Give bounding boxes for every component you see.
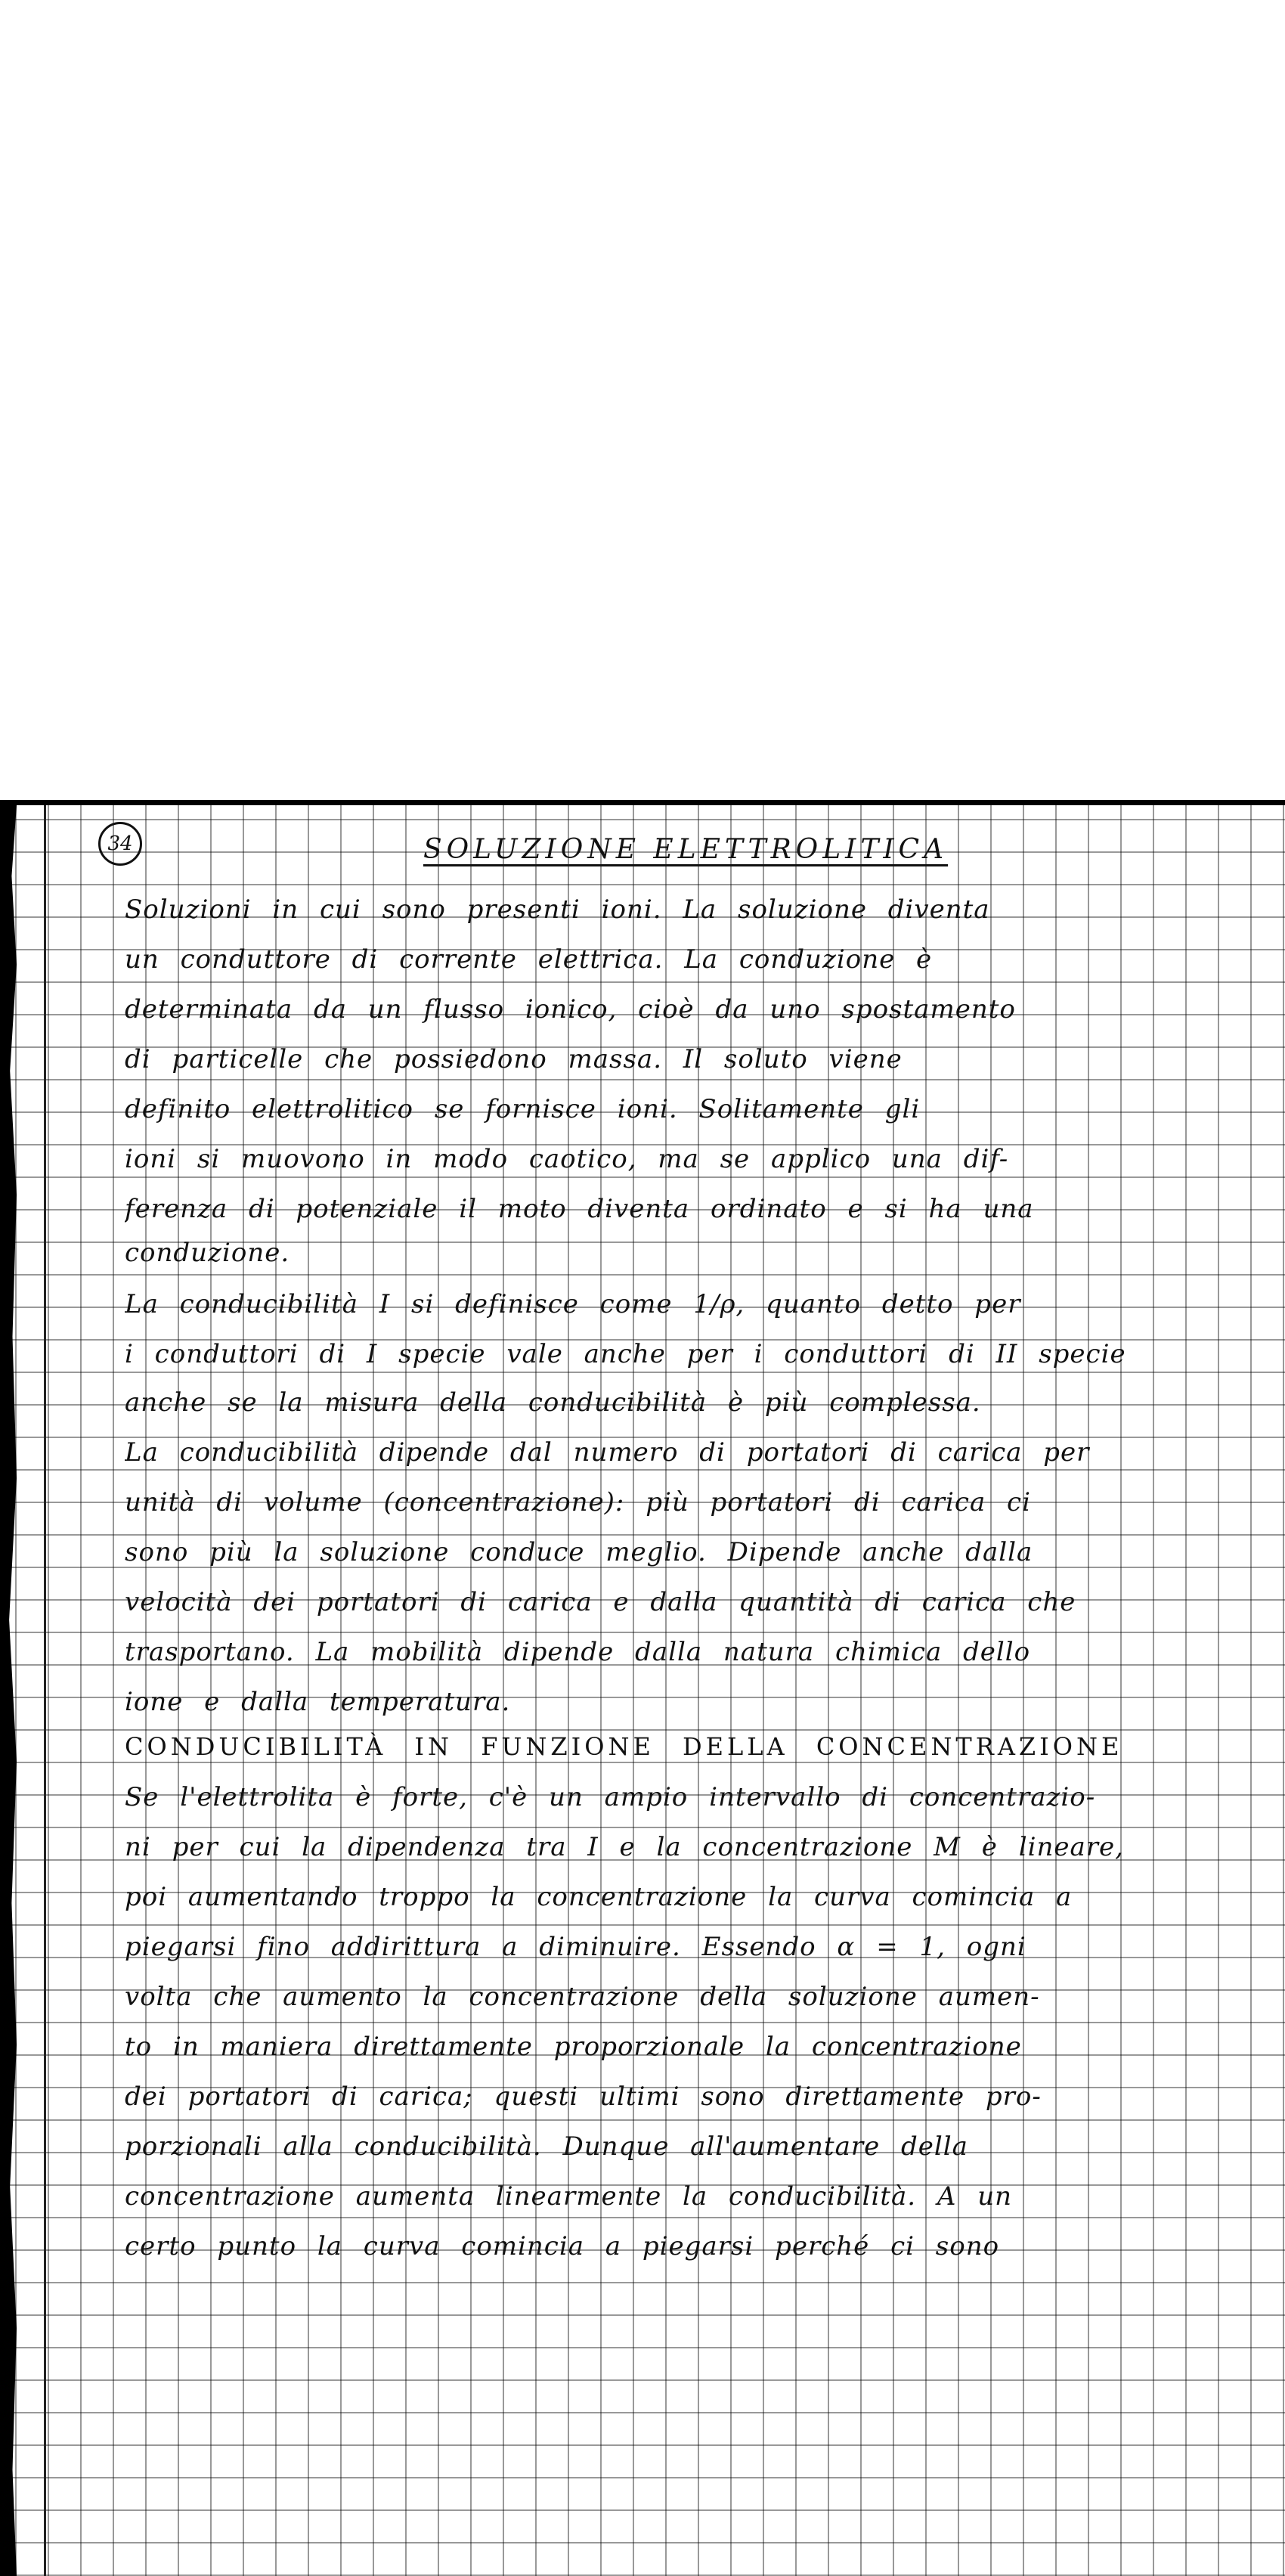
text-line: velocità dei portatori di carica e dalla quantità di carica che bbox=[125, 1587, 1076, 1617]
text-line: conduzione. bbox=[125, 1238, 290, 1268]
text-line: ioni si muovono in modo caotico, ma se applico una dif- bbox=[125, 1144, 1009, 1174]
margin-line bbox=[44, 805, 46, 2576]
text-line: La conducibilità I si definisce come 1/ρ, quanto detto per bbox=[125, 1289, 1021, 1319]
text-line: La conducibilità dipende dal numero di portatori di carica per bbox=[125, 1437, 1090, 1468]
text-line: volta che aumento la concentrazione della soluzione aumen- bbox=[125, 1982, 1040, 2012]
text-line: Soluzioni in cui sono presenti ioni. La soluzione diventa bbox=[125, 894, 990, 925]
text-line: piegarsi fino addirittura a diminuire. Essendo α = 1, ogni bbox=[125, 1932, 1026, 1962]
text-line: dei portatori di carica; questi ultimi sono direttamente pro- bbox=[125, 2082, 1042, 2112]
text-line: sono più la soluzione conduce meglio. Dipende anche dalla bbox=[125, 1537, 1033, 1567]
section-heading: CONDUCIBILITÀ IN FUNZIONE DELLA CONCENTRAZIONE bbox=[125, 1732, 1123, 1761]
notebook-page bbox=[0, 800, 1285, 2576]
text-line: Se l'elettrolita è forte, c'è un ampio intervallo di concentrazio- bbox=[125, 1782, 1096, 1812]
page-number: 34 bbox=[98, 822, 142, 866]
text-line: certo punto la curva comincia a piegarsi perché ci sono bbox=[125, 2231, 1000, 2261]
text-line: trasportano. La mobilità dipende dalla natura chimica dello bbox=[125, 1637, 1031, 1667]
notebook-binding-edge bbox=[0, 805, 17, 2576]
text-line: di particelle che possiedono massa. Il soluto viene bbox=[125, 1044, 903, 1074]
text-line: ni per cui la dipendenza tra I e la concentrazione M è lineare, bbox=[125, 1832, 1124, 1862]
text-line: i conduttori di I specie vale anche per i conduttori di II specie bbox=[125, 1339, 1126, 1369]
text-line: unità di volume (concentrazione): più portatori di carica ci bbox=[125, 1487, 1031, 1517]
text-line: porzionali alla conducibilità. Dunque all'aumentare della bbox=[125, 2131, 968, 2162]
text-line: determinata da un flusso ionico, cioè da uno spostamento bbox=[125, 994, 1016, 1025]
text-line: definito elettrolitico se fornisce ioni. Solitamente gli bbox=[125, 1094, 921, 1124]
text-line: anche se la misura della conducibilità è più complessa. bbox=[125, 1387, 981, 1418]
page-title: SOLUZIONE ELETTROLITICA bbox=[423, 834, 949, 865]
text-line: ione e dalla temperatura. bbox=[125, 1687, 511, 1717]
text-line: concentrazione aumenta linearmente la conducibilità. A un bbox=[125, 2181, 1013, 2212]
text-line: un conduttore di corrente elettrica. La conduzione è bbox=[125, 944, 933, 975]
text-line: ferenza di potenziale il moto diventa ordinato e si ha una bbox=[125, 1194, 1034, 1224]
text-line: to in maniera direttamente proporzionale la concentrazione bbox=[125, 2032, 1022, 2062]
text-line: poi aumentando troppo la concentrazione la curva comincia a bbox=[125, 1882, 1073, 1912]
